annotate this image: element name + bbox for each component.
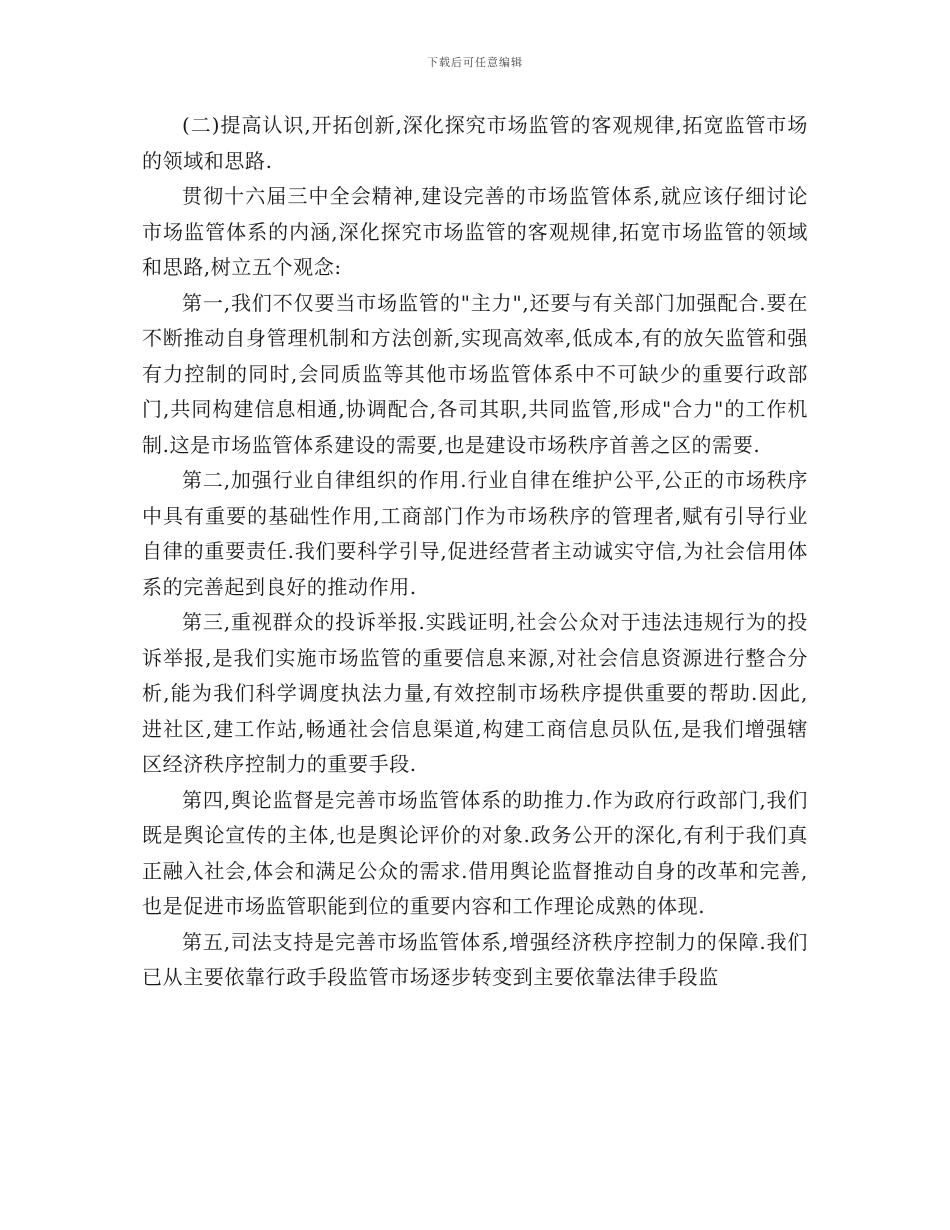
paragraph-point-one: 第一,我们不仅要当市场监管的"主力",还要与有关部门加强配合.要在不断推动自身管理机制和方法创新,实现高效率,低成本,有的放矢监管和强有力控制的同时,会同质监等其他市场监管体系中不可缺少的重要行政部门,共同构建信息相通,协调配合,各司其职,共同监管,形成"合力"的工作机制.这是市场监管体系建设的需要,也是建设市场秩序首善之区的需要. [142,290,808,457]
paragraph-point-five: 第五,司法支持是完善市场监管体系,增强经济秩序控制力的保障.我们已从主要依靠行政手段监管市场逐步转变到主要依靠法律手段监 [142,929,808,989]
paragraph-intro: 贯彻十六届三中全会精神,建设完善的市场监管体系,就应该仔细讨论市场监管体系的内涵,深化探究市场监管的客观规律,拓宽市场监管的领域和思路,树立五个观念: [142,184,808,279]
paragraph-point-two: 第二,加强行业自律组织的作用.行业自律在维护公平,公正的市场秩序中具有重要的基础性作用,工商部门作为市场秩序的管理者,赋有引导行业自律的重要责任.我们要科学引导,促进经营者主动诚实守信,为社会信用体系的完善起到良好的推动作用. [142,468,808,599]
paragraph-section-heading: (二)提高认识,开拓创新,深化探究市场监管的客观规律,拓宽监管市场的领域和思路. [142,113,808,173]
paragraph-point-four: 第四,舆论监督是完善市场监管体系的助推力.作为政府行政部门,我们既是舆论宣传的主体,也是舆论评价的对象.政务公开的深化,有利于我们真正融入社会,体会和满足公众的需求.借用舆论监督推动自身的改革和完善,也是促进市场监管职能到位的重要内容和工作理论成熟的体现. [142,787,808,918]
document-body [142,108,808,996]
page-header: 下载后可任意编辑 [427,56,523,69]
paragraph-point-three: 第三,重视群众的投诉举报.实践证明,社会公众对于违法违规行为的投诉举报,是我们实施市场监管的重要信息来源,对社会信息资源进行整合分析,能为我们科学调度执法力量,有效控制市场秩序提供重要的帮助.因此,进社区,建工作站,畅通社会信息渠道,构建工商信息员队伍,是我们增强辖区经济秩序控制力的重要手段. [142,610,808,776]
